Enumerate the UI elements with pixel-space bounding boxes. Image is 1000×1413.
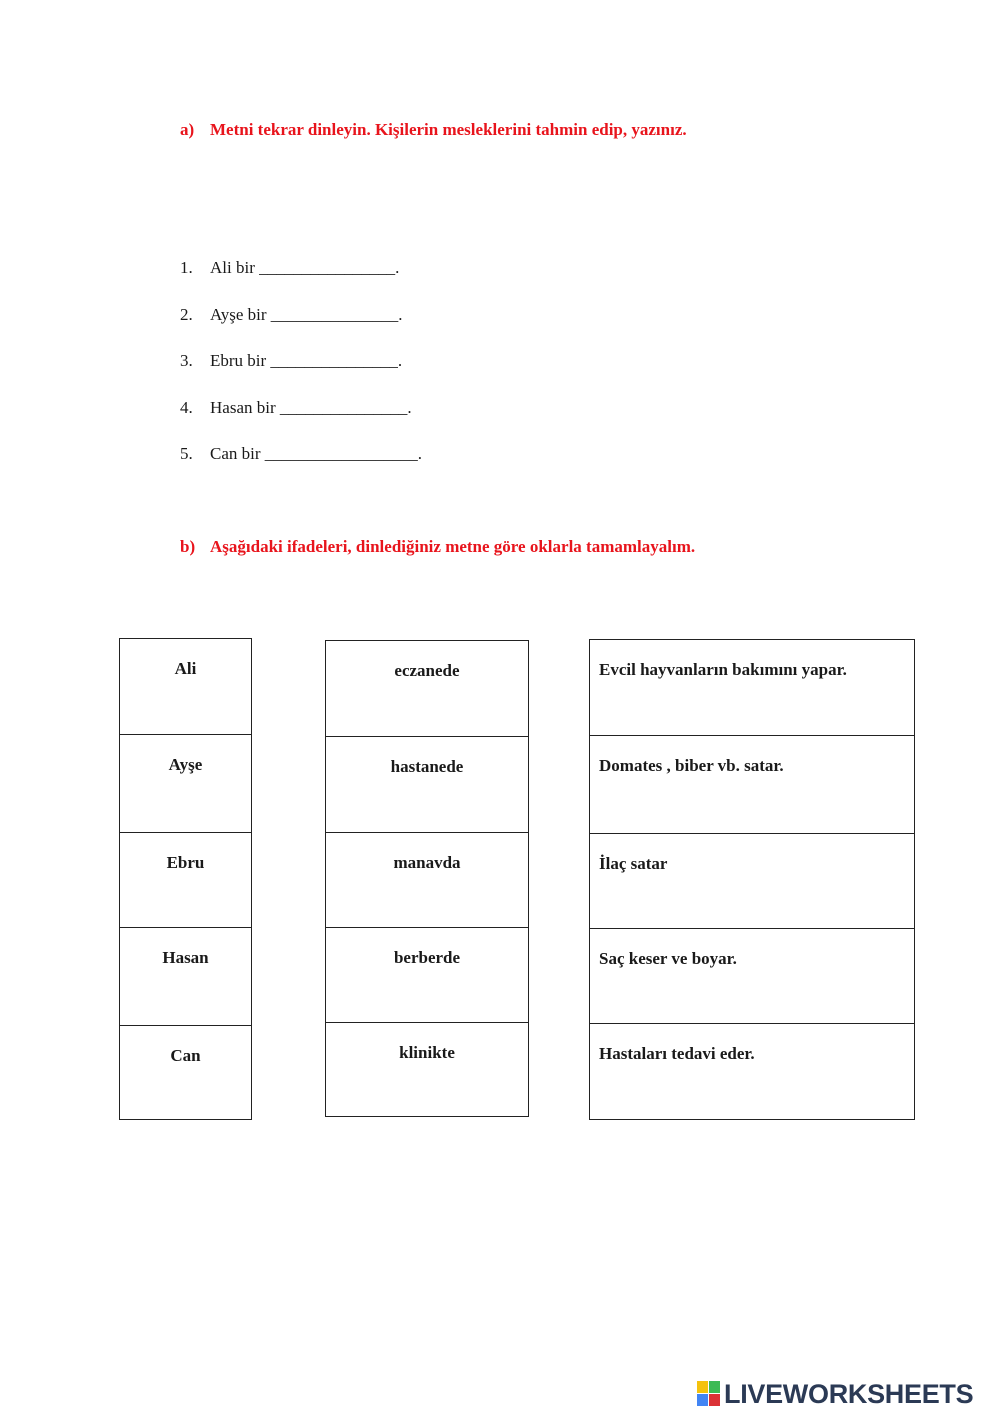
logo-square-icon [709, 1381, 720, 1393]
place-cell[interactable] [326, 641, 528, 736]
question-text: Ebru bir _______________. [210, 351, 403, 370]
description-label: Saç keser ve boyar. [599, 949, 737, 968]
section-b-marker: b) [180, 537, 196, 556]
question-3 [180, 351, 402, 371]
logo-square-icon [709, 1394, 720, 1406]
question-text: Ali bir ________________. [210, 258, 400, 277]
question-number: 5. [180, 444, 193, 463]
question-1 [180, 258, 399, 278]
name-cell[interactable] [120, 639, 251, 734]
section-a-heading [180, 120, 687, 140]
name-label: Hasan [162, 948, 209, 967]
place-label: berberde [393, 948, 461, 967]
description-label: Hastaları tedavi eder. [599, 1044, 755, 1063]
place-label: klinikte [399, 1043, 455, 1062]
description-cell[interactable] [590, 1023, 914, 1119]
logo-icon [697, 1381, 721, 1407]
section-b-heading [180, 537, 695, 557]
name-cell[interactable] [120, 832, 251, 927]
question-text: Ayşe bir _______________. [210, 305, 403, 324]
place-cell[interactable] [326, 736, 528, 832]
name-label: Ebru [166, 853, 205, 872]
descriptions-column [589, 639, 915, 1120]
logo-text: LIVEWORKSHEETS [724, 1378, 974, 1409]
name-cell[interactable] [120, 1025, 251, 1119]
name-cell[interactable] [120, 734, 251, 832]
logo-square-icon [697, 1381, 708, 1393]
place-label: manavda [393, 853, 461, 872]
description-cell[interactable] [590, 928, 914, 1023]
question-5 [180, 444, 422, 464]
places-column [325, 640, 529, 1117]
question-text: Hasan bir _______________. [210, 398, 412, 417]
section-a-title: Metni tekrar dinleyin. Kişilerin mesleklerini tahmin edip, yazınız. [210, 120, 687, 139]
question-number: 1. [180, 258, 193, 277]
description-label: İlaç satar [599, 854, 668, 873]
name-label: Ayşe [168, 755, 203, 774]
place-label: eczanede [394, 661, 460, 680]
place-label: hastanede [390, 757, 464, 776]
section-b-title: Aşağıdaki ifadeleri, dinlediğiniz metne göre oklarla tamamlayalım. [210, 537, 696, 556]
name-cell[interactable] [120, 927, 251, 1025]
liveworksheets-logo [697, 1378, 973, 1410]
name-label: Ali [174, 659, 197, 678]
place-cell[interactable] [326, 832, 528, 927]
place-cell[interactable] [326, 927, 528, 1022]
question-number: 2. [180, 305, 193, 324]
question-number: 4. [180, 398, 193, 417]
question-text: Can bir __________________. [210, 444, 423, 463]
name-label: Can [170, 1046, 201, 1065]
question-4 [180, 398, 412, 418]
description-cell[interactable] [590, 640, 914, 735]
logo-square-icon [697, 1394, 708, 1406]
description-cell[interactable] [590, 735, 914, 833]
description-cell[interactable] [590, 833, 914, 928]
place-cell[interactable] [326, 1022, 528, 1116]
description-label: Evcil hayvanların bakımını yapar. [599, 660, 847, 679]
section-a-marker: a) [180, 120, 195, 139]
question-number: 3. [180, 351, 193, 370]
description-label: Domates , biber vb. satar. [599, 756, 784, 775]
question-2 [180, 305, 403, 325]
names-column [119, 638, 252, 1120]
